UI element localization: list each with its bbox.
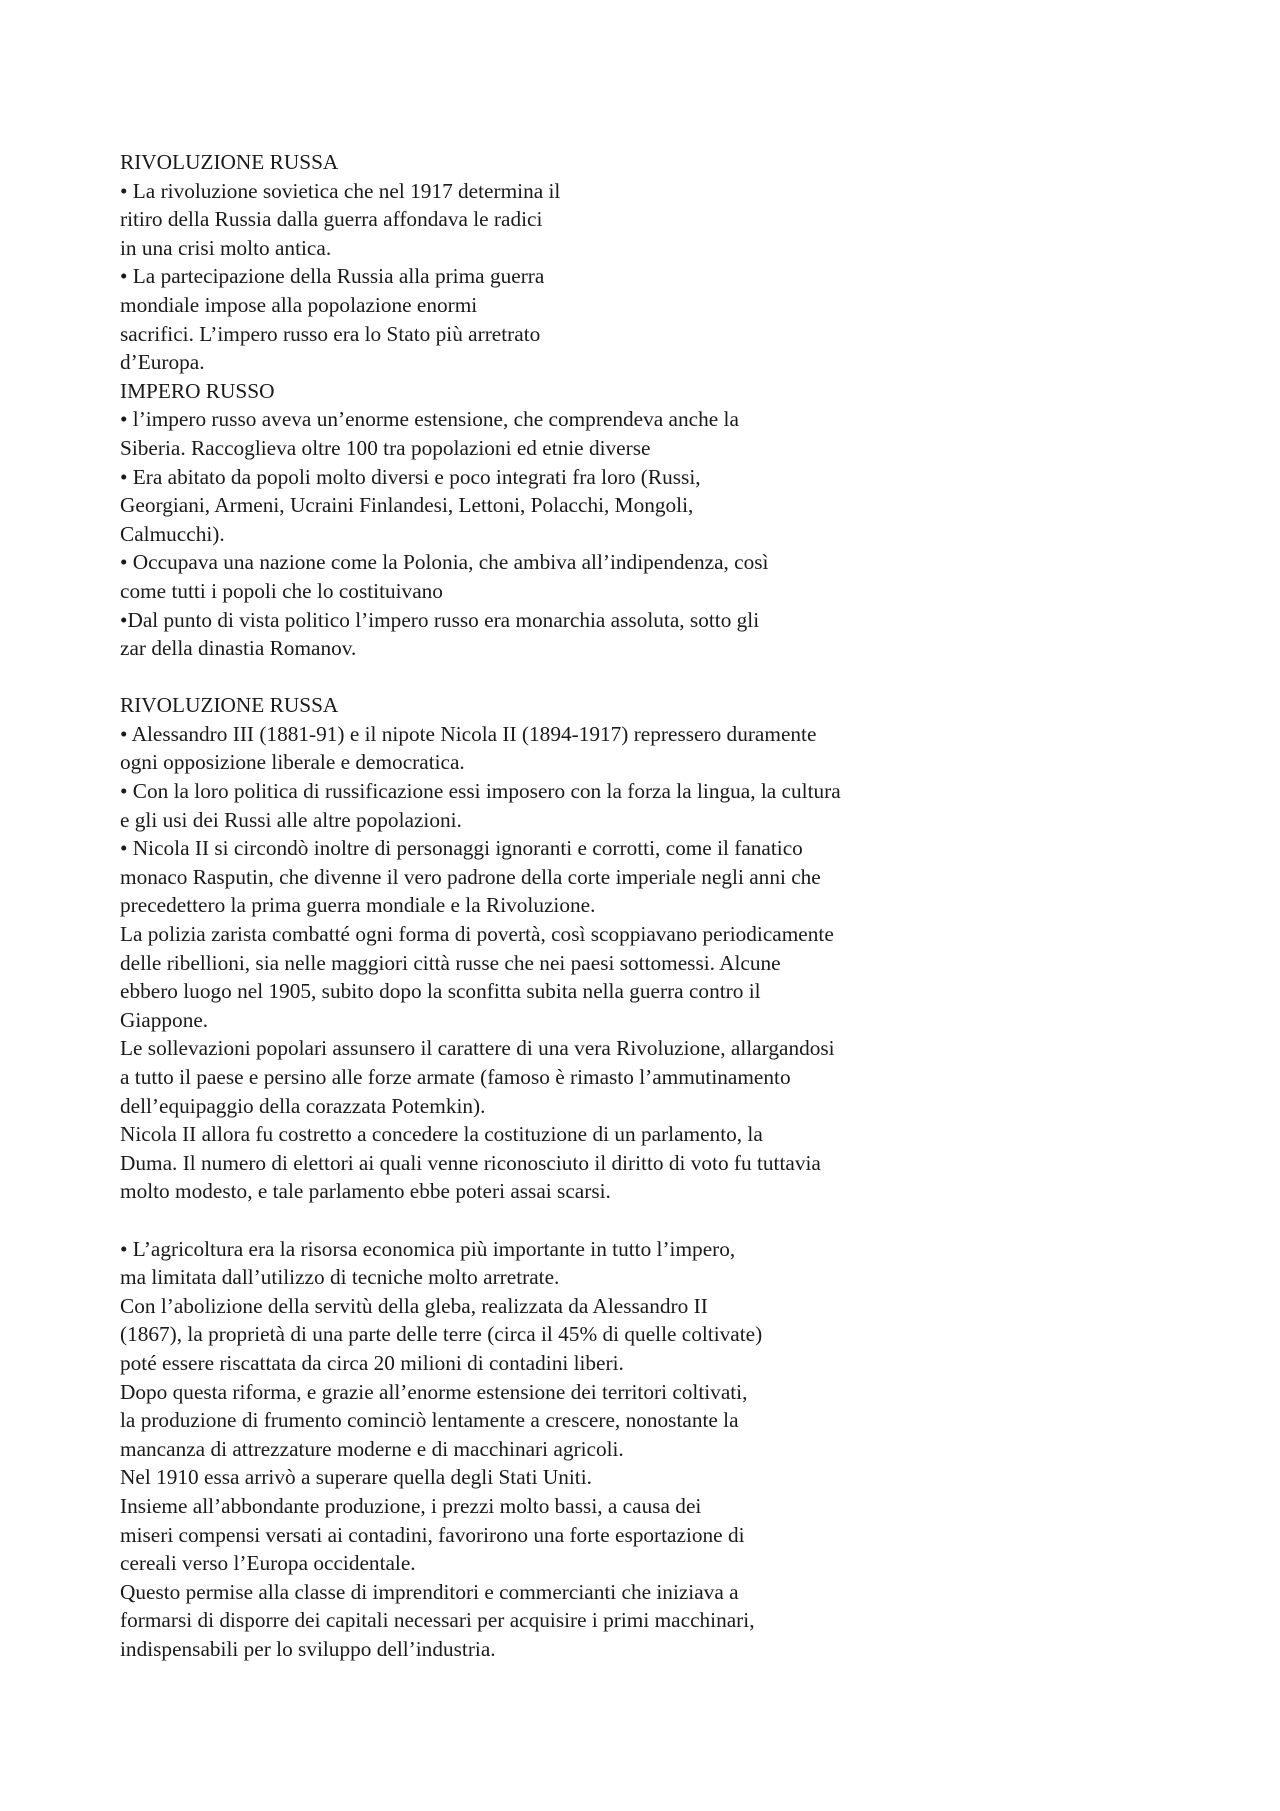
text-line: ebbero luogo nel 1905, subito dopo la sconfitta subita nella guerra contro il [120, 979, 761, 1004]
text-line: • L’agricoltura era la risorsa economica più importante in tutto l’impero, [120, 1236, 736, 1261]
text-line: ogni opposizione liberale e democratica. [120, 750, 465, 775]
text-line: RIVOLUZIONE RUSSA [120, 693, 339, 718]
text-line: in una crisi molto antica. [120, 235, 332, 260]
blank-line [120, 663, 1200, 692]
text-line: la produzione di frumento cominciò lentamente a crescere, nonostante la [120, 1408, 739, 1433]
text-line: a tutto il paese e persino alle forze armate (famoso è rimasto l’ammutinamento [120, 1065, 791, 1089]
text-line: • La partecipazione della Russia alla prima guerra [120, 264, 545, 289]
text-line: • Era abitato da popoli molto diversi e poco integrati fra loro (Russi, [120, 464, 701, 489]
text-line: delle ribellioni, sia nelle maggiori città russe che nei paesi sottomessi. Alcune [120, 950, 781, 975]
text-line: Insieme all’abbondante produzione, i prezzi molto bassi, a causa dei [120, 1493, 702, 1518]
text-line: Nicola II allora fu costretto a concedere la costituzione di un parlamento, la [120, 1122, 763, 1147]
text-line: Questo permise alla classe di imprenditori e commercianti che iniziava a [120, 1579, 739, 1604]
text-line: formarsi di disporre dei capitali necessari per acquisire i primi macchinari, [120, 1608, 755, 1633]
text-line: d’Europa. [120, 350, 205, 375]
text-line: precedettero la prima guerra mondiale e la Rivoluzione. [120, 893, 596, 918]
document-text [120, 148, 1200, 1663]
text-line: mancanza di attrezzature moderne e di macchinari agricoli. [120, 1436, 624, 1461]
text-line: • Nicola II si circondò inoltre di personaggi ignoranti e corrotti, come il fanatico [120, 836, 803, 861]
text-line: ma limitata dall’utilizzo di tecniche molto arretrate. [120, 1265, 560, 1290]
text-line: • Alessandro III (1881-91) e il nipote Nicola II (1894-1917) repressero duramente [120, 721, 817, 746]
text-line: Dopo questa riforma, e grazie all’enorme estensione dei territori coltivati, [120, 1379, 748, 1404]
text-line: La polizia zarista combatté ogni forma di povertà, così scoppiavano periodicamente [120, 922, 834, 947]
text-line: •Dal punto di vista politico l’impero russo era monarchia assoluta, sotto gli [120, 607, 760, 632]
text-line: molto modesto, e tale parlamento ebbe poteri assai scarsi. [120, 1179, 611, 1204]
text-line: monaco Rasputin, che divenne il vero padrone della corte imperiale negli anni che [120, 864, 821, 889]
text-line: mondiale impose alla popolazione enormi [120, 292, 478, 317]
text-line: Duma. Il numero di elettori ai quali venne riconosciuto il diritto di voto fu tuttavia [120, 1150, 821, 1175]
text-line: ritiro della Russia dalla guerra affondava le radici [120, 207, 543, 232]
text-line: • Occupava una nazione come la Polonia, che ambiva all’indipendenza, così [120, 550, 769, 575]
text-line: dell’equipaggio della corazzata Potemkin). [120, 1093, 486, 1118]
text-line: e gli usi dei Russi alle altre popolazioni. [120, 807, 462, 832]
text-line: zar della dinastia Romanov. [120, 636, 357, 661]
text-line: • La rivoluzione sovietica che nel 1917 determina il [120, 178, 561, 203]
text-line: Giappone. [120, 1007, 209, 1032]
text-line: poté essere riscattata da circa 20 milioni di contadini liberi. [120, 1350, 624, 1375]
text-line: indispensabili per lo sviluppo dell’industria. [120, 1636, 496, 1661]
text-line: RIVOLUZIONE RUSSA [120, 150, 339, 174]
text-line: miseri compensi versati ai contadini, favorirono una forte esportazione di [120, 1522, 745, 1547]
text-line: cereali verso l’Europa occidentale. [120, 1551, 416, 1576]
blank-line [120, 1206, 1200, 1235]
text-line: • l’impero russo aveva un’enorme estensione, che comprendeva anche la [120, 407, 739, 432]
text-line: Georgiani, Armeni, Ucraini Finlandesi, Lettoni, Polacchi, Mongoli, [120, 493, 694, 518]
text-line: IMPERO RUSSO [120, 378, 275, 403]
text-line: (1867), la proprietà di una parte delle terre (circa il 45% di quelle coltivate) [120, 1322, 763, 1347]
text-line: Siberia. Raccoglieva oltre 100 tra popolazioni ed etnie diverse [120, 435, 651, 460]
text-line: Con l’abolizione della servitù della gleba, realizzata da Alessandro II [120, 1293, 708, 1318]
text-line: Calmucchi). [120, 521, 225, 546]
text-line: come tutti i popoli che lo costituivano [120, 578, 443, 603]
text-line: sacrifici. L’impero russo era lo Stato più arretrato [120, 321, 541, 346]
text-line: • Con la loro politica di russificazione essi imposero con la forza la lingua, la cultura [120, 779, 841, 804]
text-line: Nel 1910 essa arrivò a superare quella degli Stati Uniti. [120, 1465, 592, 1490]
text-line: Le sollevazioni popolari assunsero il carattere di una vera Rivoluzione, allargandosi [120, 1036, 835, 1061]
